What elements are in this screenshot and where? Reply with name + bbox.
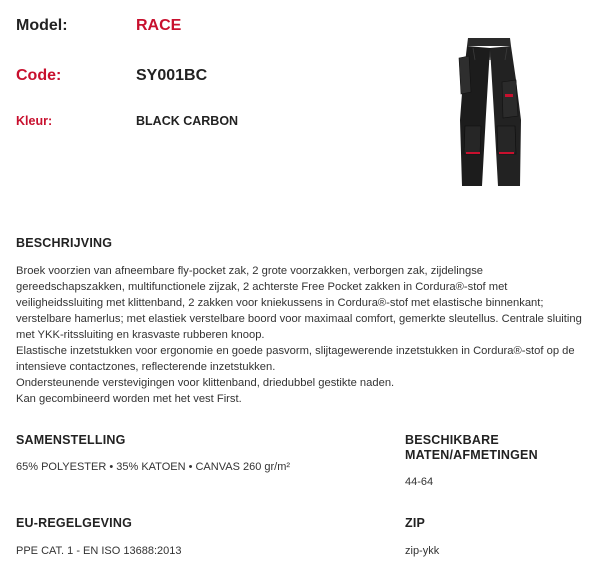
- sizes-title-line: MATEN/AFMETINGEN: [405, 448, 538, 462]
- composition-value: 65% POLYESTER • 35% KATOEN • CANVAS 260 gr/m²: [16, 461, 291, 473]
- model-value: RACE: [136, 17, 182, 34]
- code-value: SY001BC: [136, 67, 208, 84]
- description-body: [16, 263, 601, 407]
- description-line: met YKK-ritssluiting en krasvaste rubberen knoop.: [16, 329, 265, 341]
- description-line: gereedschapszakken, multifunctionele zijzak, 2 achterste Free Pocket zakken in Cordura®-stof met: [16, 281, 508, 293]
- sizes-title-line: BESCHIKBARE: [405, 433, 499, 447]
- color-value: BLACK CARBON: [136, 114, 239, 128]
- color-label: Kleur:: [16, 114, 53, 128]
- description-line: veiligheidssluiting met klittenband, 2 zakken voor kniekussens in Cordura®-stof met elastische binnenkant;: [16, 297, 544, 309]
- regulation-title: EU-REGELGEVING: [16, 516, 133, 530]
- work-trousers-icon: [446, 30, 536, 190]
- description-title: BESCHRIJVING: [16, 236, 113, 250]
- sizes-title: [405, 433, 538, 463]
- zip-value: zip-ykk: [405, 545, 440, 557]
- description-line: Kan gecombineerd worden met het vest First.: [16, 393, 242, 405]
- description-line: verstelbare hamerlus; met elastiek verstelbare boord voor maximaal comfort, gemerkte sleutellus. Centrale sluiting: [16, 313, 582, 325]
- description-line: Elastische inzetstukken voor ergonomie en goede pasvorm, slijtagewerende inzetstukken in Cordura®-stof op de: [16, 345, 575, 357]
- code-label: Code:: [16, 67, 62, 84]
- composition-title: SAMENSTELLING: [16, 433, 126, 447]
- model-label: Model:: [16, 17, 68, 34]
- description-line: intensieve contactzones, reflecterende inzetstukken.: [16, 361, 276, 373]
- description-line: Broek voorzien van afneembare fly-pocket zak, 2 grote voorzakken, verborgen zak, zijdelingse: [16, 265, 484, 277]
- regulation-value: PPE CAT. 1 - EN ISO 13688:2013: [16, 545, 182, 557]
- zip-title: ZIP: [405, 516, 426, 530]
- description-line: Ondersteunende verstevigingen voor klittenband, driedubbel gestikte naden.: [16, 377, 395, 389]
- sizes-value: 44-64: [405, 476, 434, 488]
- product-image: [446, 30, 536, 190]
